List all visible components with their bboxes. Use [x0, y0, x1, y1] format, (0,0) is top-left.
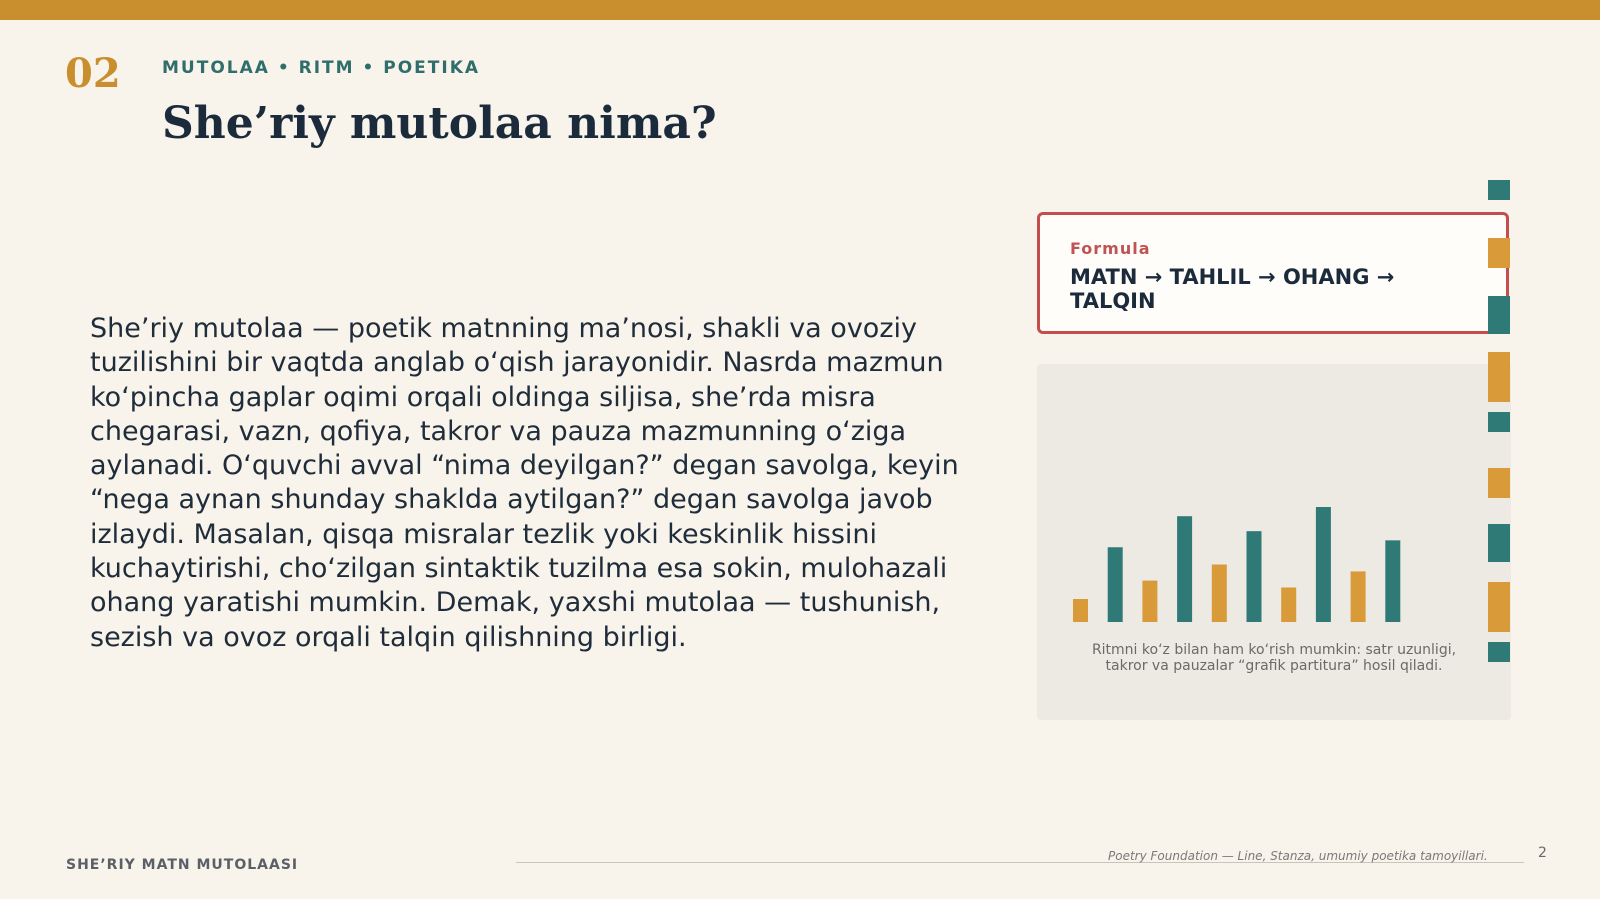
rail-block-4: [1488, 352, 1510, 402]
footer-deck-title: SHE’RIY MATN MUTOLAASI: [66, 857, 299, 873]
chart-bar-7: [1281, 588, 1296, 623]
formula-text: MATN → TAHLIL → OHANG → TALQIN: [1070, 265, 1395, 313]
rail-block-5: [1488, 412, 1510, 432]
footer-source: Poetry Foundation — Line, Stanza, umumiy poetika tamoyillari.: [1108, 849, 1488, 863]
chart-bar-1: [1073, 599, 1088, 622]
rhythm-chart-panel: [1037, 364, 1511, 720]
chart-bar-10: [1385, 540, 1400, 622]
slide-title: She’riy mutolaa nima?: [162, 98, 717, 149]
rail-block-3: [1488, 296, 1510, 334]
slide-number: 02: [65, 50, 121, 97]
chart-bar-6: [1247, 531, 1262, 622]
section-eyebrow: MUTOLAA • RITM • POETIKA: [162, 58, 481, 78]
chart-bar-9: [1351, 571, 1366, 622]
rail-block-2: [1488, 238, 1510, 268]
top-accent-bar: [0, 0, 1600, 20]
rail-block-1: [1488, 180, 1510, 200]
rhythm-bar-chart: [1037, 364, 1511, 634]
chart-bar-8: [1316, 507, 1331, 622]
chart-caption: Ritmni ko‘z bilan ham ko‘rish mumkin: satr uzunligi, takror va pauzalar “grafik partitura” hosil qiladi.: [1091, 642, 1457, 674]
rail-block-7: [1488, 524, 1510, 562]
formula-label: Formula: [1070, 239, 1151, 258]
rail-block-8: [1488, 582, 1510, 632]
decorative-side-rail: [1488, 180, 1510, 664]
formula-card: [1037, 212, 1509, 334]
chart-bar-5: [1212, 565, 1227, 623]
rail-block-6: [1488, 468, 1510, 498]
chart-bar-3: [1142, 581, 1157, 622]
body-paragraph: She’riy mutolaa — poetik matnning ma’nosi, shakli va ovoziy tuzilishini bir vaqtda anglab o‘qish jarayonidir. Nasrda mazmun ko‘pincha gaplar oqimi orqali oldinga siljisa, she’rda misra chegarasi, vazn, qofiya, takror va pauza mazmunning o‘ziga aylanadi. O‘quvchi avval “nima deyilgan?” degan savolga, keyin “nega aynan shunday shaklda aytilgan?” degan savolga javob izlaydi. Masalan, qisqa misralar tezlik yoki keskinlik hissini kuchaytirishi, cho‘zilgan sintaktik tuzilma esa sokin, mulohazali ohang yaratishi mumkin. Demak, yaxshi mutolaa — tushunish, sezish va ovoz orqali talqin qilishning birligi.: [90, 313, 959, 653]
rail-block-9: [1488, 642, 1510, 662]
chart-bar-4: [1177, 516, 1192, 622]
page-number: 2: [1538, 845, 1547, 861]
chart-bar-2: [1108, 547, 1123, 622]
